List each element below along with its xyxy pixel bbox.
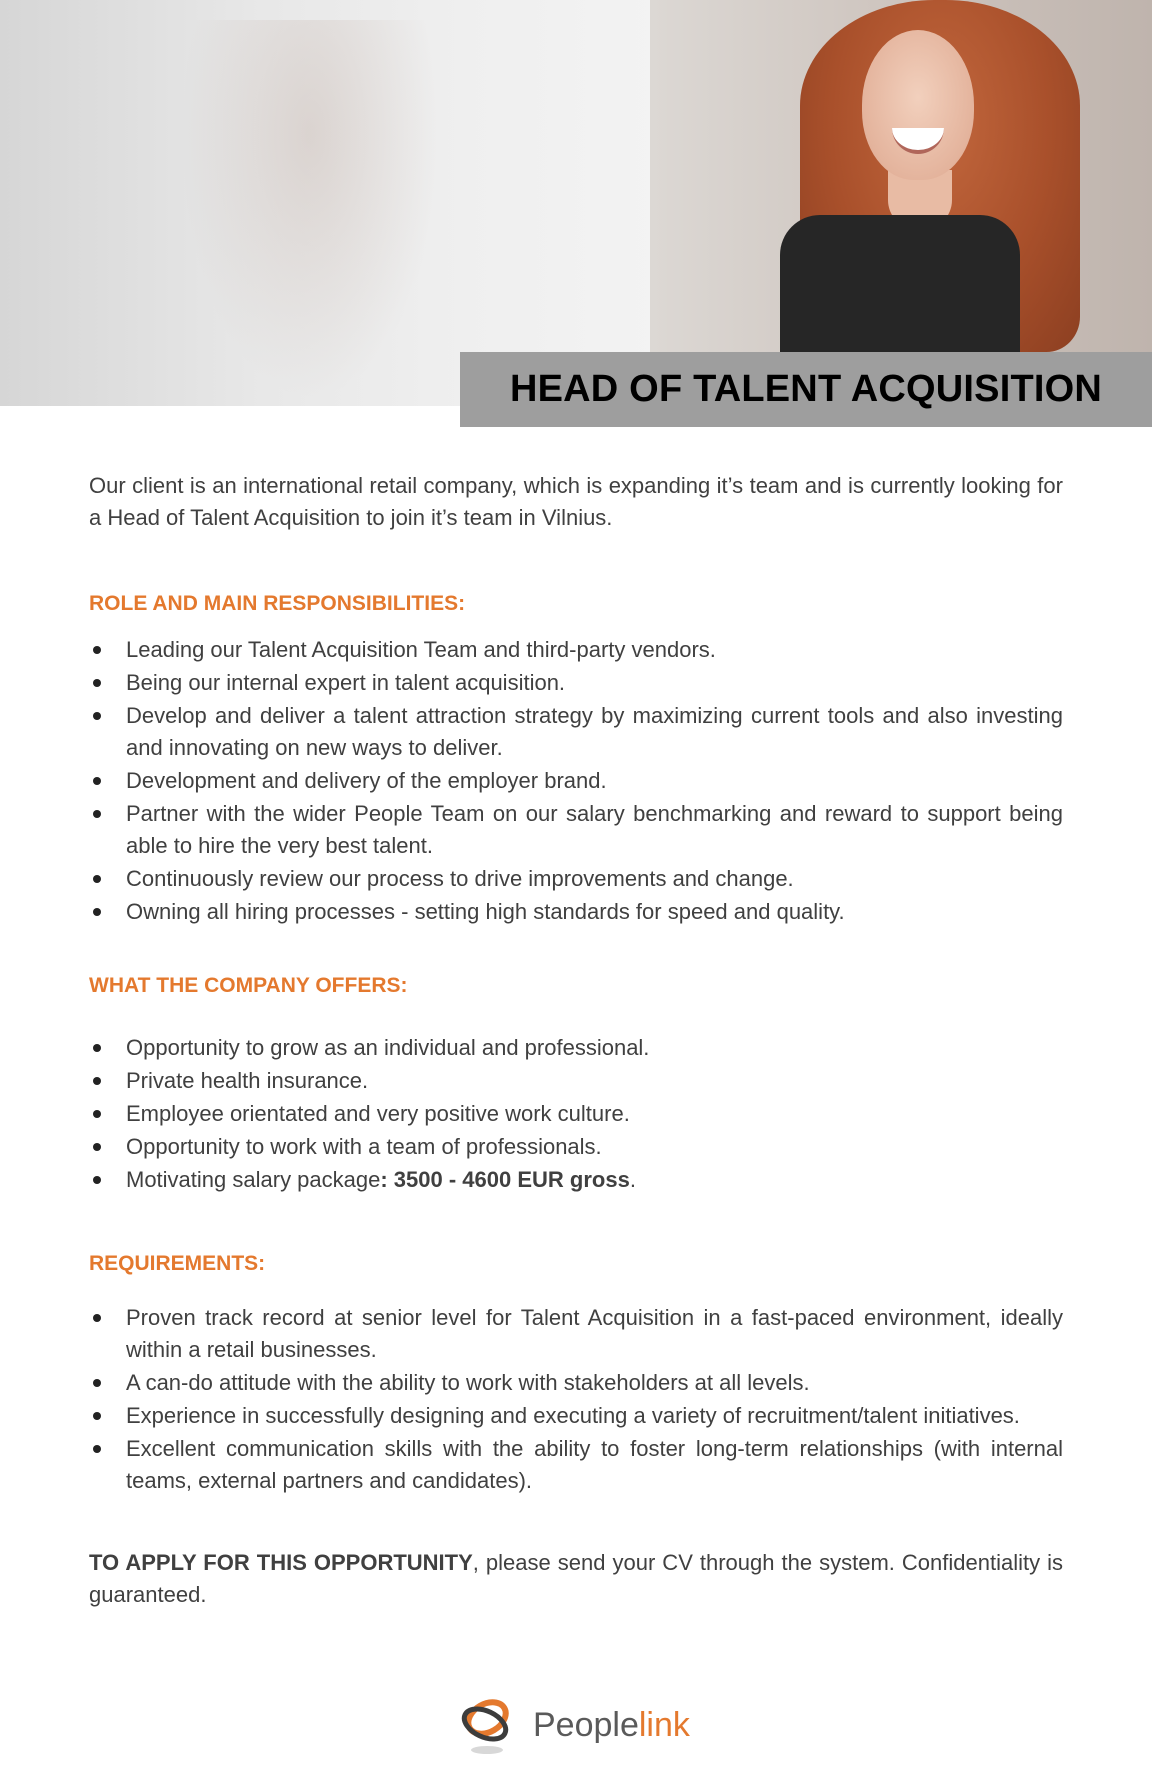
responsibilities-heading: ROLE AND MAIN RESPONSIBILITIES: [89,592,466,615]
apply-paragraph [89,1547,1063,1611]
salary-list-item [89,1164,1063,1196]
job-description [89,470,1063,1611]
list-item: Experience in successfully designing and executing a variety of recruitment/talent initiatives. [89,1400,1063,1432]
logo-wordmark [533,1706,690,1745]
hero-person-clothing [780,215,1020,352]
list-item: Leading our Talent Acquisition Team and third-party vendors. [89,634,1063,666]
peoplelink-logo-icon [455,1690,519,1761]
list-item: Excellent communication skills with the ability to foster long-term relationships (with internal teams, external partners and candidates). [89,1433,1063,1497]
peoplelink-logo [455,1692,705,1758]
apply-lead: TO APPLY FOR THIS OPPORTUNITY [89,1550,473,1575]
list-item: Proven track record at senior level for Talent Acquisition in a fast-paced environment, ideally within a retail businesses. [89,1302,1063,1366]
list-item: Being our internal expert in talent acquisition. [89,667,1063,699]
list-item: Develop and deliver a talent attraction strategy by maximizing current tools and also investing and innovating on new ways to deliver. [89,700,1063,764]
list-item: Partner with the wider People Team on our salary benchmarking and reward to support being able to hire the very best talent. [89,798,1063,862]
list-item: Private health insurance. [89,1065,1063,1097]
list-item: Opportunity to work with a team of professionals. [89,1131,1063,1163]
list-item: Owning all hiring processes - setting high standards for speed and quality. [89,896,1063,928]
list-item: Continuously review our process to drive improvements and change. [89,863,1063,895]
title-bar [460,352,1152,427]
list-item: Employee orientated and very positive work culture. [89,1098,1063,1130]
hero-person-face [862,30,974,180]
requirements-list [89,1302,1063,1497]
list-item: A can-do attitude with the ability to work with stakeholders at all levels. [89,1367,1063,1399]
list-item: Development and delivery of the employer brand. [89,765,1063,797]
salary-end: . [629,1167,636,1192]
hero-photo-background [0,0,660,406]
salary-label: Motivating salary package [126,1167,381,1192]
intro-paragraph: Our client is an international retail company, which is expanding it’s team and is currently looking for a Head of Talent Acquisition to join it’s team in Vilnius. [89,473,1063,530]
apply-rest: , please send your CV through the system. Confidentiality is guaranteed. [89,1550,1064,1607]
list-item: Opportunity to grow as an individual and professional. [89,1032,1063,1064]
logo-wordmark-link: link [638,1705,690,1744]
page-title: HEAD OF TALENT ACQUISITION [509,368,1103,410]
offers-heading: WHAT THE COMPANY OFFERS: [89,974,408,997]
requirements-heading: REQUIREMENTS: [89,1252,266,1275]
salary-value: : 3500 - 4600 EUR gross [380,1167,630,1192]
hero-banner [0,0,1152,406]
offers-list [89,1032,1063,1196]
responsibilities-list [89,634,1063,928]
logo-wordmark-people: People [533,1705,639,1744]
